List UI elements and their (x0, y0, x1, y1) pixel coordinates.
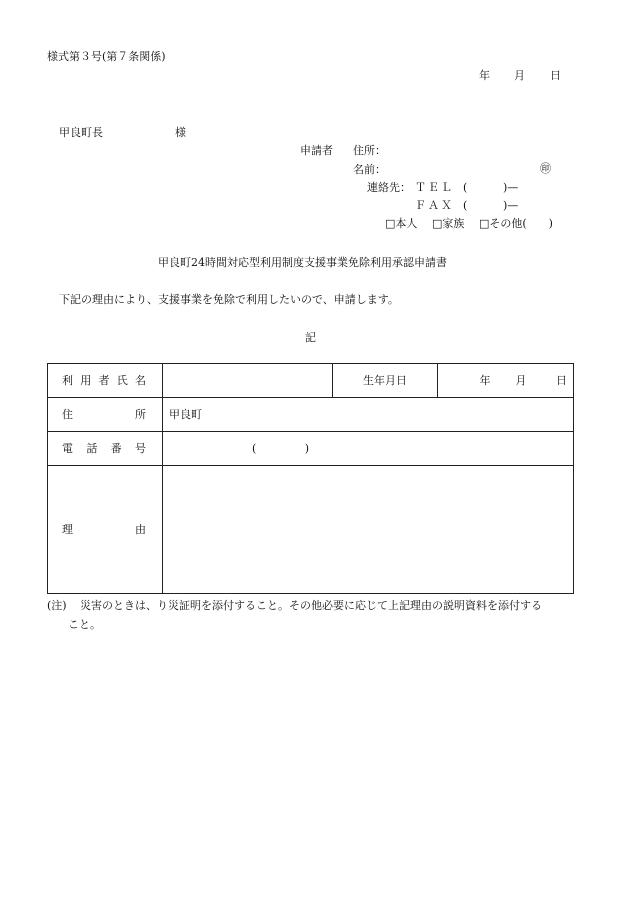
applicant-role-label: 申請者 (300, 144, 333, 157)
fax-paren-close: )— (503, 199, 519, 212)
user-name-char: 者 (98, 374, 110, 387)
row-reason (48, 466, 574, 594)
form-number: 様式第３号(第７条関係) (47, 50, 166, 63)
birth-date-field[interactable] (438, 364, 574, 398)
intro-text: 下記の理由により、支援事業を免除で利用したいので、申請します。 (59, 293, 399, 306)
seal-mark: ㊞ (540, 162, 551, 175)
user-name-label (48, 364, 163, 398)
relation-self-checkbox[interactable]: □本人 (385, 217, 418, 230)
phone-field[interactable] (163, 432, 574, 466)
relation-other-checkbox[interactable]: □その他( ) (479, 217, 553, 230)
relation-family-checkbox[interactable]: □家族 (432, 217, 465, 230)
tel-paren-close: )— (503, 181, 519, 194)
row-user-name (48, 364, 574, 398)
applicant-address-label: 住所： (353, 144, 386, 157)
birth-day-label: 日 (556, 374, 567, 387)
ki-heading: 記 (305, 331, 316, 344)
addressee-honorific: 様 (175, 126, 186, 139)
phone-label (48, 432, 163, 466)
row-address (48, 398, 574, 432)
user-name-char: 名 (135, 374, 146, 387)
reason-char: 理 (62, 523, 73, 536)
document-title: 甲良町24時間対応型利用制度支援事業免除利用承認申請書 (158, 256, 447, 269)
phone-char: 話 (86, 442, 98, 455)
address-char: 住 (62, 408, 73, 421)
note-line-2: こと。 (68, 618, 101, 631)
row-phone (48, 432, 574, 466)
date-day-label: 日 (550, 69, 561, 82)
phone-char: 号 (134, 442, 146, 455)
fax-paren-open: ( (463, 199, 468, 212)
date-year-label: 年 (479, 69, 490, 82)
address-label (48, 398, 163, 432)
address-field[interactable]: 甲良町 (163, 398, 574, 432)
addressee-name: 甲良町長 (59, 126, 103, 139)
user-name-char: 用 (80, 374, 92, 387)
application-table (47, 363, 574, 594)
user-name-field[interactable] (163, 364, 333, 398)
phone-paren-open: ( (252, 442, 257, 455)
user-name-char: 氏 (116, 374, 128, 387)
user-name-char: 利 (62, 374, 73, 387)
date-month-label: 月 (514, 69, 525, 82)
tel-label: ＴＥＬ (415, 181, 454, 194)
contact-label: 連絡先： (367, 181, 411, 194)
reason-label (48, 466, 163, 594)
phone-paren-close: ) (304, 442, 310, 455)
reason-char: 由 (135, 523, 146, 536)
note-prefix: (注) (47, 599, 67, 612)
birth-date-label: 生年月日 (333, 364, 438, 398)
tel-paren-open: ( (463, 181, 468, 194)
birth-month-label: 月 (515, 374, 527, 387)
phone-char: 電 (62, 442, 73, 455)
note-line-1: 災害のときは、り災証明を添付すること。その他必要に応じて上記理由の説明資料を添付する (80, 599, 542, 612)
phone-char: 番 (110, 442, 122, 455)
reason-field[interactable] (163, 466, 574, 594)
birth-year-label: 年 (479, 374, 491, 387)
address-char: 所 (135, 408, 146, 421)
fax-label: ＦＡＸ (415, 199, 454, 212)
applicant-name-label: 名前： (353, 163, 386, 176)
